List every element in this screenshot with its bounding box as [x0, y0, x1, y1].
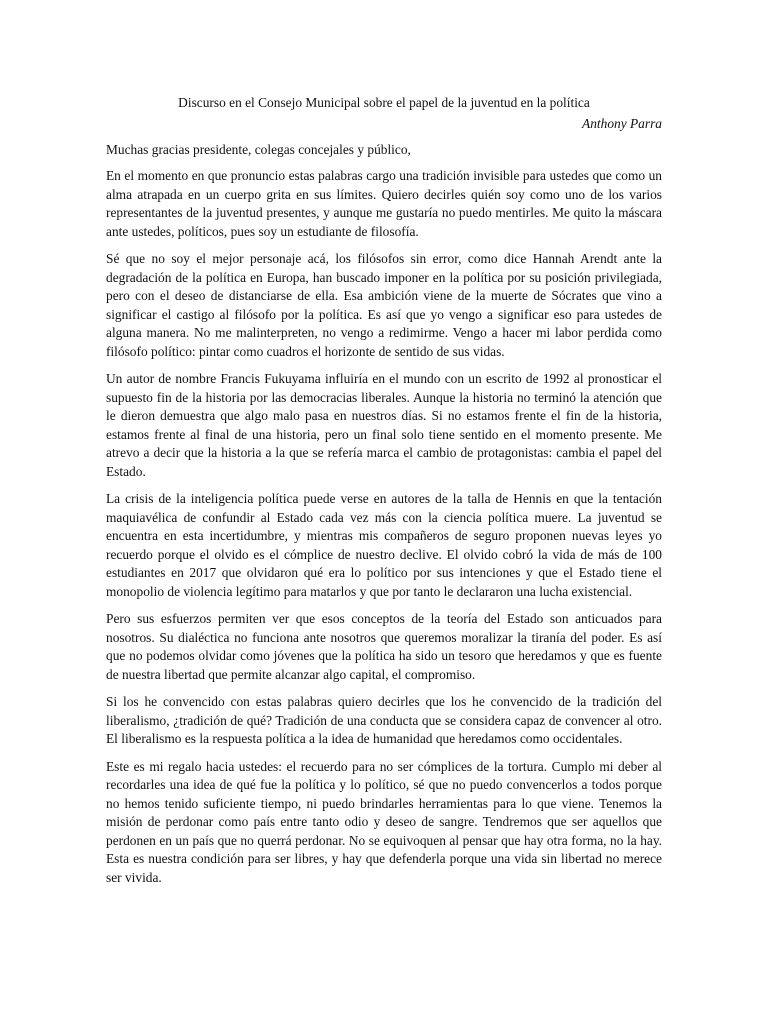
- paragraph: Este es mi regalo hacia ustedes: el recuerdo para no ser cómplices de la tortura. Cumplo mi deber al recordarles una idea de qué fue la política y lo político, sé que no puedo convencerlos a todos porque no hemos tenido suficiente tiempo, ni puedo brindarles herramientas para lo que viene. Tenemos la misión de perdonar como país entre tanto odio y deseo de sangre. Tendremos que ser aquellos que perdonen en un país que no querrá perdonar. No se equivoquen al pensar que hay otra forma, no la hay. Esta es nuestra condición para ser libres, y hay que defenderla porque una vida sin libertad no merece ser vivida.: [106, 758, 662, 885]
- document-page: [106, 94, 662, 887]
- document-title: Discurso en el Consejo Municipal sobre el papel de la juventud en la política: [178, 95, 590, 110]
- paragraph: Pero sus esfuerzos permiten ver que esos conceptos de la teoría del Estado son anticuados para nosotros. Su dialéctica no funciona ante nosotros que queremos moralizar la tiranía del poder. Es así que no podemos olvidar como jóvenes que la política ha sido un tesoro que heredamos y que es fuente de nuestra libertad que permite alcanzar algo capital, el compromiso.: [106, 611, 662, 682]
- paragraph: En el momento en que pronuncio estas palabras cargo una tradición invisible para ustedes que como un alma atrapada en un cuerpo grita en sus límites. Quiero decirles quién soy como uno de los varios representantes de la juventud presentes, y aunque me gustaría no puedo mentirles. Me quito la máscara ante ustedes, políticos, pues soy un estudiante de filosofía.: [106, 168, 662, 239]
- paragraph: Un autor de nombre Francis Fukuyama influiría en el mundo con un escrito de 1992 al pronosticar el supuesto fin de la historia por las democracias liberales. Aunque la historia no terminó la atención que le dieron demuestra que algo malo pasa en nuestros días. Si no estamos frente el fin de la historia, estamos frente al final de una historia, pero un final solo tiene sentido en el momento presente. Me atrevo a decir que la historia a la que se refería marca el cambio de protagonistas: cambia el papel del Estado.: [106, 371, 662, 479]
- salutation: Muchas gracias presidente, colegas concejales y público,: [106, 142, 411, 157]
- paragraph: Sé que no soy el mejor personaje acá, los filósofos sin error, como dice Hannah Arendt ante la degradación de la política en Europa, han buscado imponer en la política por su posición privilegiada, pero con el deseo de distanciarse de ella. Esa ambición viene de la muerte de Sócrates que vino a significar el castigo al filósofo por la política. Es así que yo vengo a significar eso para ustedes de alguna manera. No me malinterpreten, no vengo a redimirme. Vengo a hacer mi labor perdida como filósofo político: pintar como cuadros el horizonte de sentido de sus vidas.: [106, 251, 662, 359]
- paragraph: La crisis de la inteligencia política puede verse en autores de la talla de Hennis en que la tentación maquiavélica de confundir al Estado cada vez más con la ciencia política muere. La juventud se encuentra en esta incertidumbre, y mientras mis compañeros de seguro proponen nuevas leyes yo recuerdo porque el olvido es el cómplice de nuestro declive. El olvido cobró la vida de más de 100 estudiantes en 2017 que olvidaron qué era lo político por sus intenciones y que el Estado tiene el monopolio de violencia legítimo para matarlos y que por tanto le declararon una lucha existencial.: [106, 491, 662, 599]
- document-author: Anthony Parra: [582, 116, 662, 131]
- paragraph: Si los he convencido con estas palabras quiero decirles que los he convencido de la tradición del liberalismo, ¿tradición de qué? Tradición de una conducta que se considera capaz de convencer al otro. El liberalismo es la respuesta política a la idea de humanidad que heredamos como occidentales.: [106, 694, 662, 746]
